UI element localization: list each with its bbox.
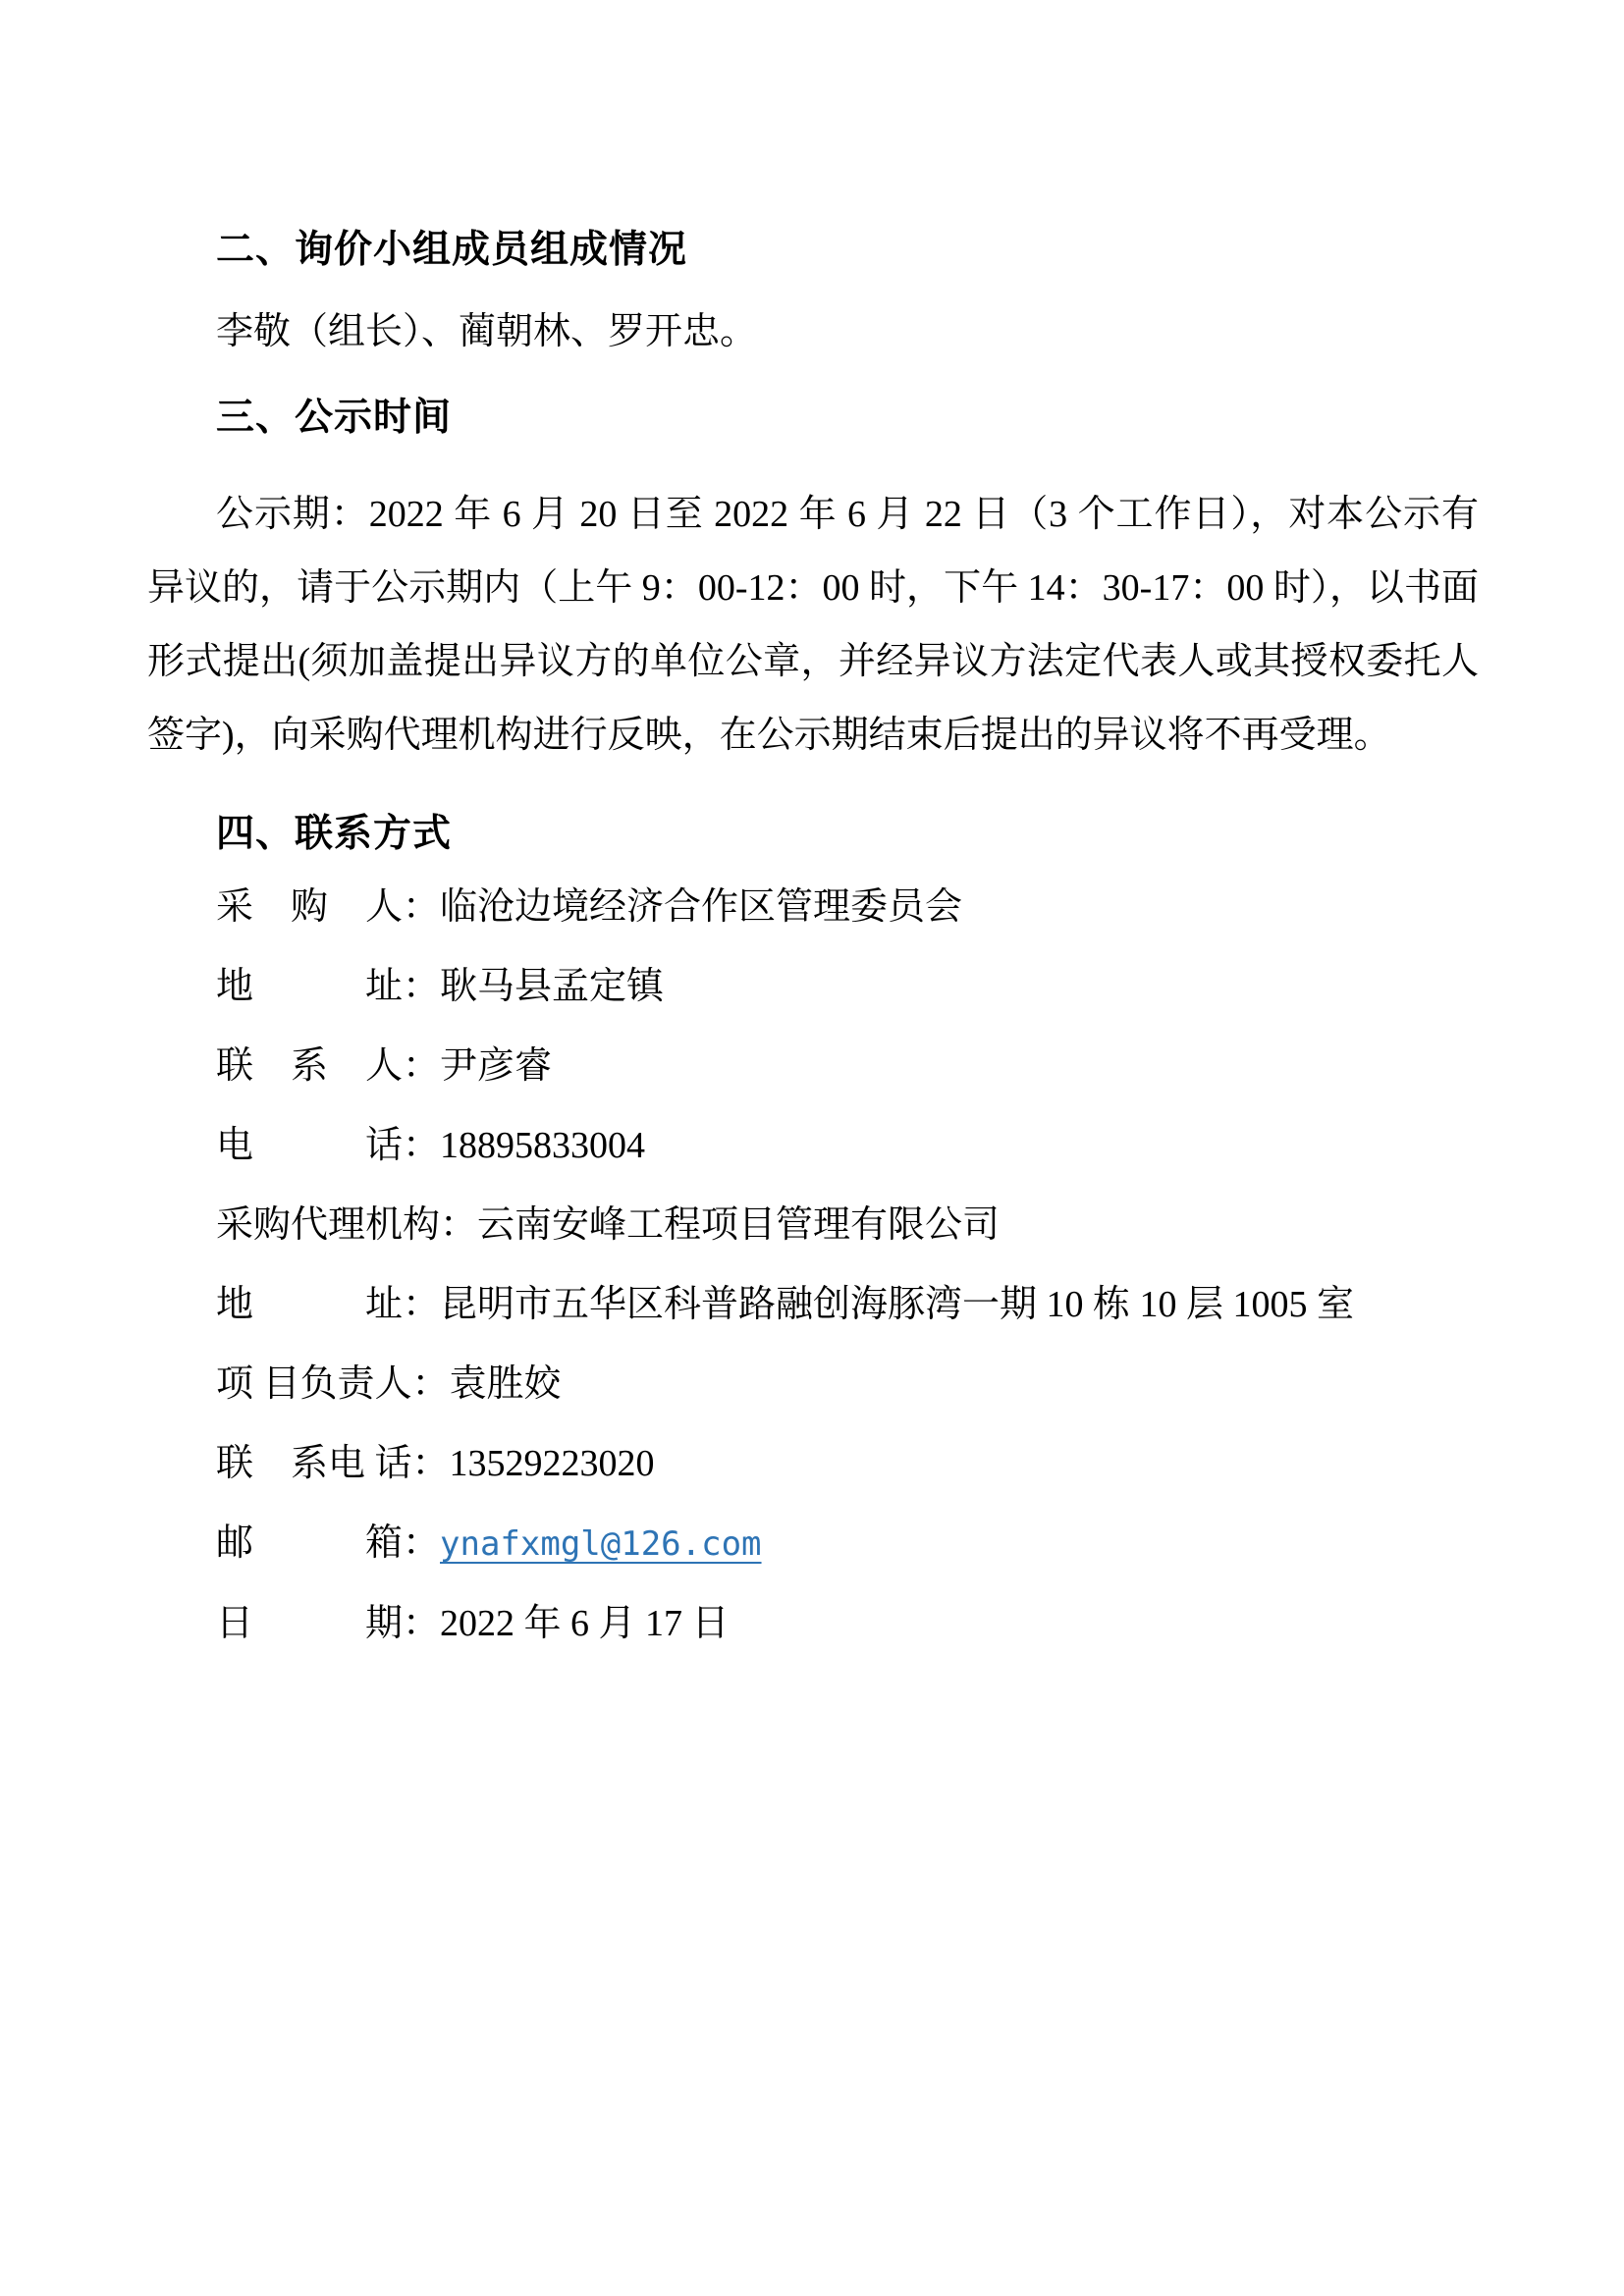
contact-label: 采 购 人： (216, 886, 441, 928)
contact-row-phone (147, 1121, 1479, 1170)
inquiry-group-members: 李敬（组长）、蔺朝林、罗开忠。 (216, 311, 758, 352)
section-4-heading: 四、联系方式 (216, 813, 453, 855)
contact-label: 地 址： (216, 966, 441, 1007)
contact-row-email (147, 1519, 1479, 1569)
contact-row-agency-address (147, 1280, 1479, 1329)
contact-row-leader-phone (147, 1439, 1479, 1488)
section-2-heading: 二、询价小组成员组成情况 (216, 229, 688, 271)
contact-row-purchaser-address (147, 962, 1479, 1011)
contact-value: 临沧边境经济合作区管理委员会 (440, 886, 963, 928)
contact-value: 18895833004 (440, 1125, 646, 1166)
contact-label: 采购代理机构： (216, 1204, 478, 1246)
contact-value: 云南安峰工程项目管理有限公司 (477, 1204, 1001, 1246)
contact-value: 袁胜姣 (449, 1363, 562, 1405)
contact-row-date (147, 1599, 1479, 1648)
document-content (147, 226, 1479, 1679)
contact-value: 尹彦睿 (440, 1045, 553, 1087)
section-3-heading: 三、公示时间 (216, 397, 453, 439)
publicity-period-paragraph: 公示期：2022 年 6 月 20 日至 2022 年 6 月 22 日（3 个工作日），对本公示有异议的，请于公示期内（上午 9：00-12：00 时，下午 14：30-17：00 时），以书面形式提出(须加盖提出异议方的单位公章，并经异议方法定代表人或其授权委托人签字)，向采购代理机构进行反映，在公示期结束后提出的异议将不再受理。 (147, 494, 1479, 756)
contact-label: 电 话： (216, 1125, 441, 1166)
contact-label: 联 系 人： (216, 1045, 441, 1087)
contact-value: 昆明市五华区科普路融创海豚湾一期 10 栋 10 层 1005 室 (440, 1284, 1355, 1325)
contact-value: 13529223020 (449, 1443, 655, 1484)
contact-row-purchaser (147, 882, 1479, 932)
contact-label: 日 期： (216, 1603, 441, 1644)
contact-label: 地 址： (216, 1284, 441, 1325)
contact-value: 2022 年 6 月 17 日 (440, 1603, 730, 1644)
contact-label: 项 目负责人： (216, 1363, 450, 1405)
email-link[interactable]: ynafxmgl@126.com (440, 1524, 762, 1564)
contact-row-agency (147, 1201, 1479, 1250)
contacts-list (147, 882, 1479, 1648)
contact-label: 邮 箱： (216, 1522, 441, 1564)
contact-value: 耿马县孟定镇 (440, 966, 665, 1007)
contact-label: 联 系电 话： (216, 1443, 450, 1484)
contact-row-contact-person (147, 1041, 1479, 1091)
contact-row-project-leader (147, 1360, 1479, 1409)
